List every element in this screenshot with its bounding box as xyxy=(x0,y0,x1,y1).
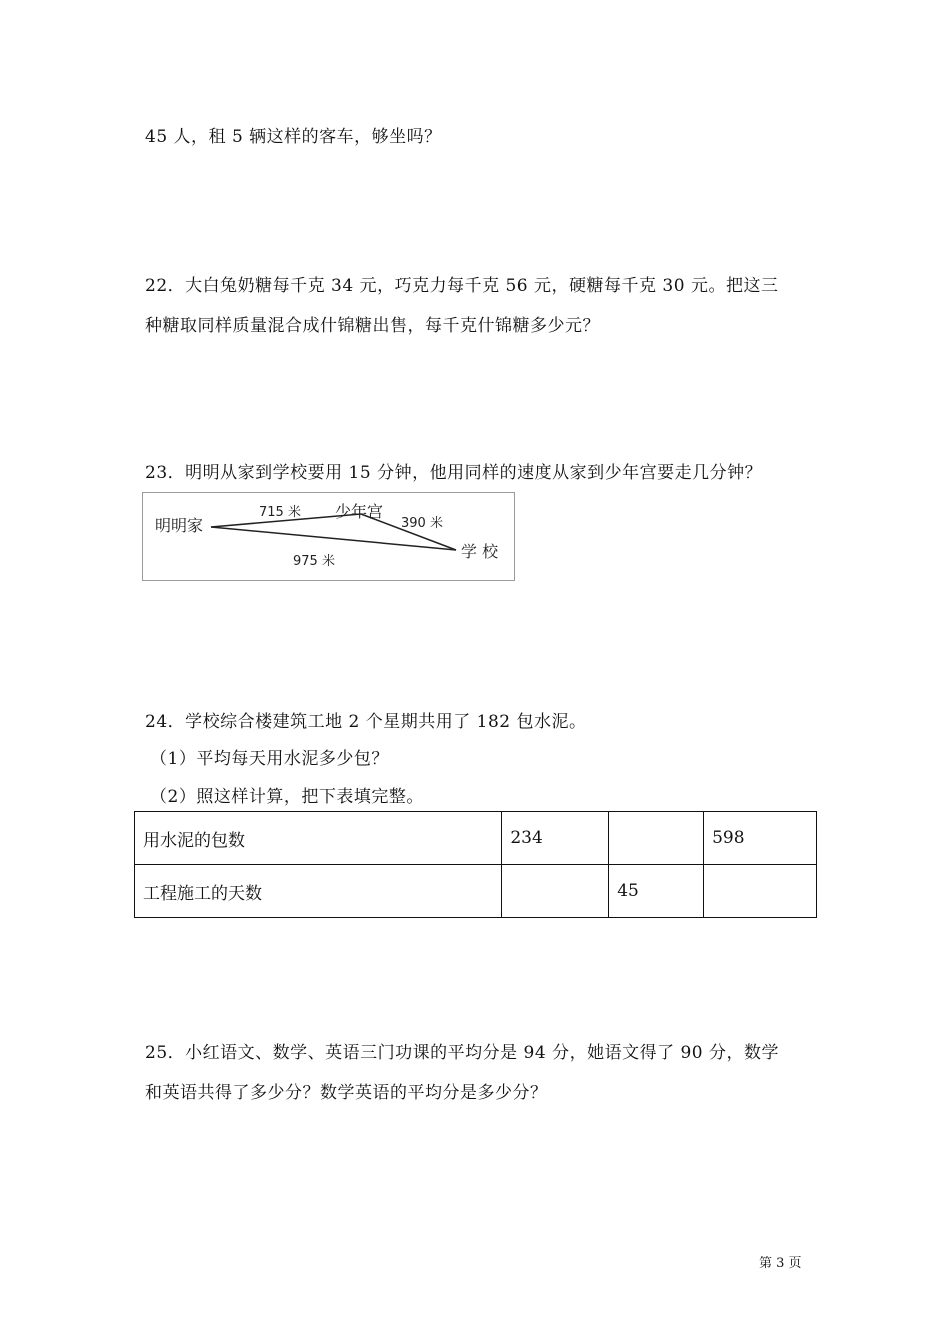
home-label: 明明家 xyxy=(155,516,204,535)
table-cell: 45 xyxy=(609,865,704,918)
table-cell-blank[interactable] xyxy=(704,865,817,918)
page-number: 第 3 页 xyxy=(759,1256,802,1271)
row-header-bags: 用水泥的包数 xyxy=(135,812,502,865)
question-22-line-1: 22．大白兔奶糖每千克 34 元，巧克力每千克 56 元，硬糖每千克 30 元。把这三 xyxy=(145,276,779,296)
question-21-tail: 45 人，租 5 辆这样的客车，够坐吗？ xyxy=(145,127,442,147)
fill-in-table xyxy=(134,811,817,918)
table-row xyxy=(135,812,817,865)
table-cell-blank[interactable] xyxy=(609,812,704,865)
question-25-line-2: 和英语共得了多少分？数学英语的平均分是多少分？ xyxy=(145,1083,548,1103)
question-22-line-2: 种糖取同样质量混合成什锦糖出售，每千克什锦糖多少元？ xyxy=(145,316,600,336)
question-25-line-1: 25．小红语文、数学、英语三门功课的平均分是 94 分，她语文得了 90 分，数学 xyxy=(145,1043,780,1063)
palace-label: 少年宫 xyxy=(335,502,384,521)
home-school-distance: 975 米 xyxy=(293,554,335,569)
table-cell: 234 xyxy=(502,812,609,865)
table-row xyxy=(135,865,817,918)
question-24-part-1: （1）平均每天用水泥多少包？ xyxy=(150,749,389,769)
question-23: 23．明明从家到学校要用 15 分钟，他用同样的速度从家到少年宫要走几分钟？ xyxy=(145,463,763,483)
home-palace-distance: 715 米 xyxy=(259,505,301,520)
question-24-part-2: （2）照这样计算，把下表填完整。 xyxy=(150,787,424,807)
table-cell-blank[interactable] xyxy=(502,865,609,918)
route-diagram xyxy=(142,492,515,581)
table-cell: 598 xyxy=(704,812,817,865)
row-header-days: 工程施工的天数 xyxy=(135,865,502,918)
palace-school-distance: 390 米 xyxy=(401,516,443,531)
school-label: 学 校 xyxy=(461,542,499,561)
question-24: 24．学校综合楼建筑工地 2 个星期共用了 182 包水泥。 xyxy=(145,712,587,732)
